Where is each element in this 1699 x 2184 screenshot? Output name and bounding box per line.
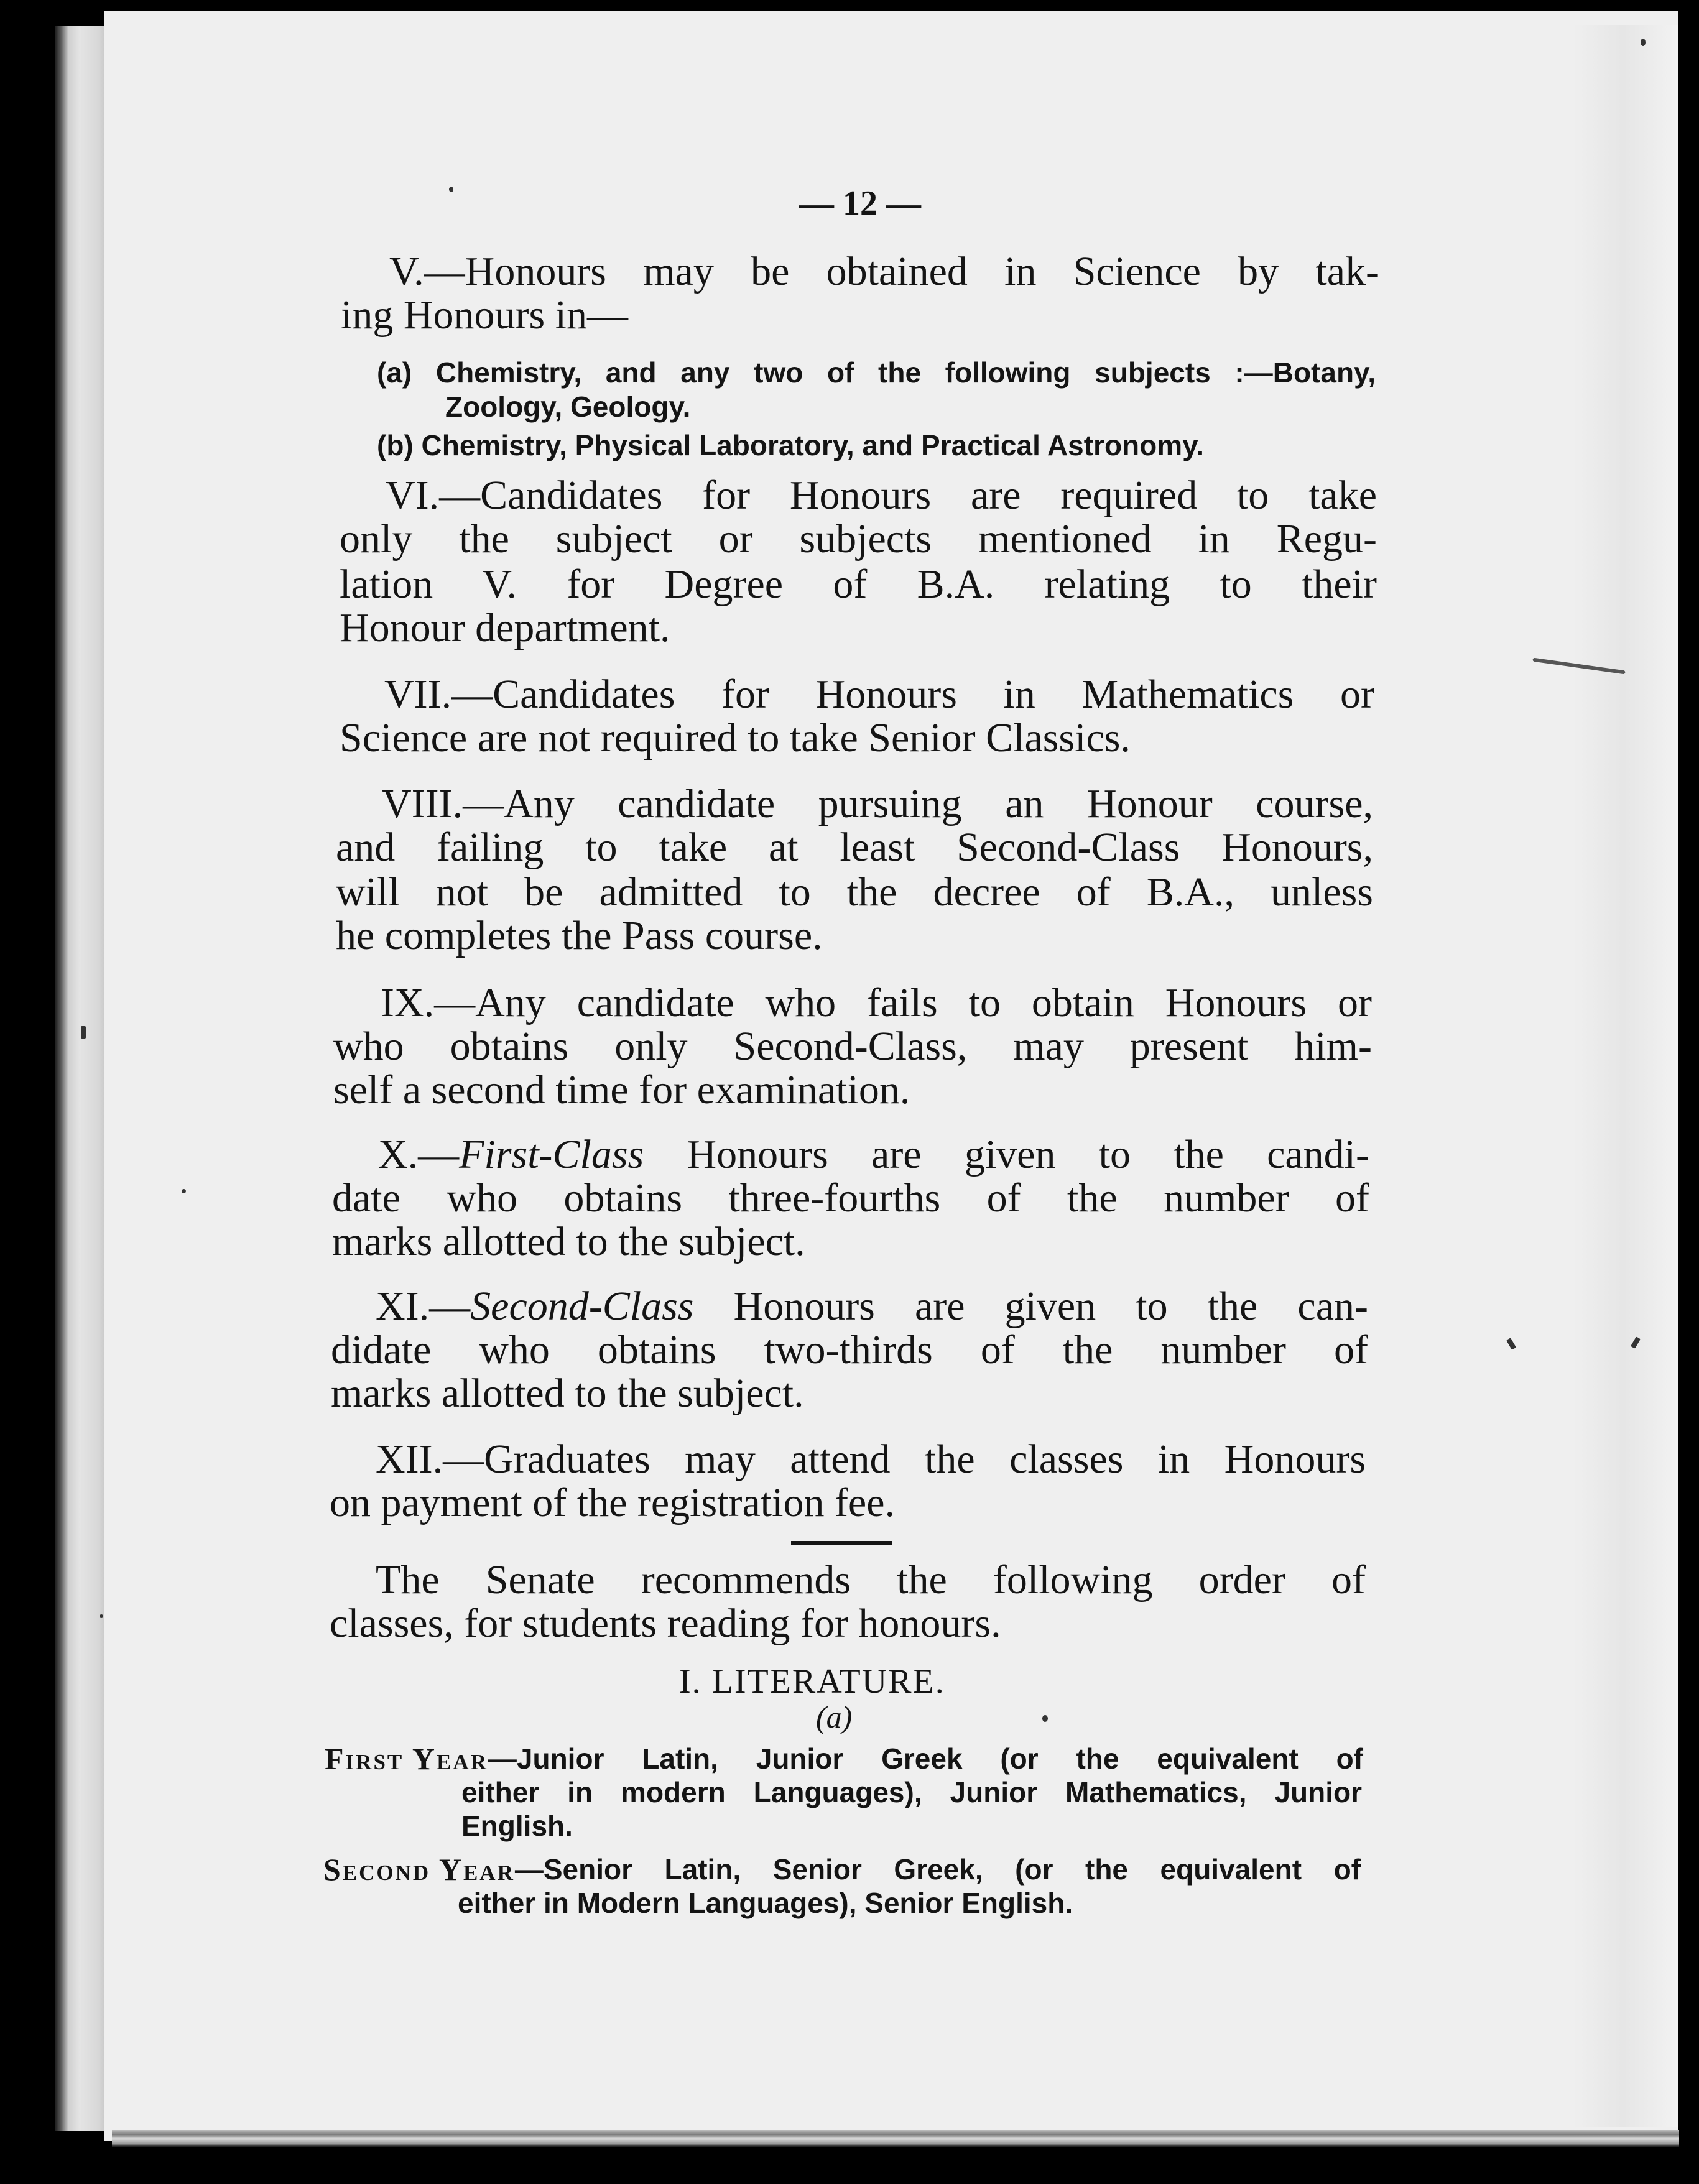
reg-x-line-1 bbox=[378, 1133, 1369, 1177]
reg-xi-rest: Honours are given to the can- bbox=[693, 1284, 1368, 1329]
section-divider-rule bbox=[791, 1541, 892, 1545]
reg-viii-line-4: he completes the Pass course. bbox=[336, 913, 823, 958]
reg-ix-line-2: who obtains only Second-Class, may present him- bbox=[333, 1024, 1372, 1069]
reg-viii-line-1: VIII.—Any candidate pursuing an Honour course, bbox=[382, 781, 1373, 826]
reg-x-line-3: marks allotted to the subject. bbox=[332, 1219, 805, 1264]
reg-v-item-a-2: Zoology, Geology. bbox=[445, 391, 691, 423]
reg-v-item-b: (b) Chemistry, Physical Laboratory, and Practical Astronomy. bbox=[377, 429, 1205, 461]
second-year-line-2: either in Modern Languages), Senior English. bbox=[458, 1887, 1073, 1919]
reg-vii-line-2: Science are not required to take Senior Classics. bbox=[340, 715, 1131, 761]
first-year-line-3: English. bbox=[461, 1810, 573, 1842]
reg-viii-line-3: will not be admitted to the decree of B.A., unless bbox=[336, 869, 1373, 915]
reg-vi-line-2: only the subject or subjects mentioned in Regu- bbox=[340, 516, 1377, 562]
senate-line-2: classes, for students reading for honours. bbox=[330, 1601, 1001, 1646]
reg-xi-line-3: marks allotted to the subject. bbox=[331, 1371, 804, 1416]
scan-speck bbox=[1042, 1715, 1048, 1722]
page-edge-shadow bbox=[1573, 25, 1678, 2127]
scan-speck bbox=[182, 1189, 186, 1193]
reg-xi-line-2: didate who obtains two-thirds of the number of bbox=[331, 1327, 1368, 1372]
scan-speck bbox=[81, 1026, 86, 1039]
reg-v-item-a-1: (a) Chemistry, and any two of the following subjects :—Botany, bbox=[377, 356, 1376, 389]
reg-vi-line-3: lation V. for Degree of B.A. relating to their bbox=[340, 562, 1377, 607]
first-year-line-2: either in modern Languages), Junior Mathematics, Junior bbox=[461, 1776, 1362, 1808]
reg-vi-line-4: Honour department. bbox=[340, 605, 670, 650]
reg-xi-prefix: XI.— bbox=[376, 1284, 471, 1329]
reg-xi-line-1 bbox=[376, 1285, 1368, 1328]
second-year-label: Second Year bbox=[323, 1852, 515, 1887]
reg-viii-line-2: and failing to take at least Second-Class Honours, bbox=[336, 825, 1373, 870]
reg-x-line-2: date who obtains three-fourths of the number of bbox=[332, 1175, 1369, 1221]
reg-v-line-2: ing Honours in— bbox=[341, 292, 628, 338]
reg-vii-line-1: VII.—Candidates for Honours in Mathematics or bbox=[384, 672, 1374, 717]
reg-x-rest: Honours are given to the candi- bbox=[644, 1132, 1369, 1177]
reg-v-line-1: V.—Honours may be obtained in Science by tak- bbox=[389, 249, 1379, 294]
reg-x-italic: First-Class bbox=[459, 1132, 644, 1177]
literature-subheading: (a) bbox=[816, 1700, 853, 1734]
first-year-text-1: —Junior Latin, Junior Greek (or the equivalent of bbox=[488, 1742, 1363, 1775]
reg-xii-line-2: on payment of the registration fee. bbox=[330, 1480, 896, 1525]
page-number: — 12 — bbox=[799, 184, 921, 223]
scan-speck bbox=[1641, 39, 1646, 46]
scan-speck bbox=[100, 1614, 103, 1618]
scan-speck bbox=[449, 187, 453, 192]
senate-line-1: The Senate recommends the following order of bbox=[376, 1557, 1366, 1603]
reg-xii-line-1: XII.—Graduates may attend the classes in Honours bbox=[376, 1437, 1366, 1482]
reg-ix-line-3: self a second time for examination. bbox=[333, 1067, 910, 1113]
reg-vi-line-1: VI.—Candidates for Honours are required to take bbox=[386, 473, 1377, 518]
literature-heading: I. LITERATURE. bbox=[679, 1662, 945, 1701]
second-year-text-1: —Senior Latin, Senior Greek, (or the equivalent of bbox=[514, 1853, 1361, 1886]
first-year-label: First Year bbox=[325, 1741, 488, 1776]
reg-x-prefix: X.— bbox=[378, 1132, 460, 1177]
book-spine bbox=[55, 26, 111, 2131]
first-year-line-1 bbox=[325, 1742, 1363, 1775]
second-year-line-1 bbox=[323, 1853, 1361, 1886]
reg-ix-line-1: IX.—Any candidate who fails to obtain Honours or bbox=[381, 980, 1372, 1025]
reg-xi-italic: Second-Class bbox=[470, 1284, 694, 1329]
page-bottom-edge bbox=[112, 2130, 1679, 2147]
